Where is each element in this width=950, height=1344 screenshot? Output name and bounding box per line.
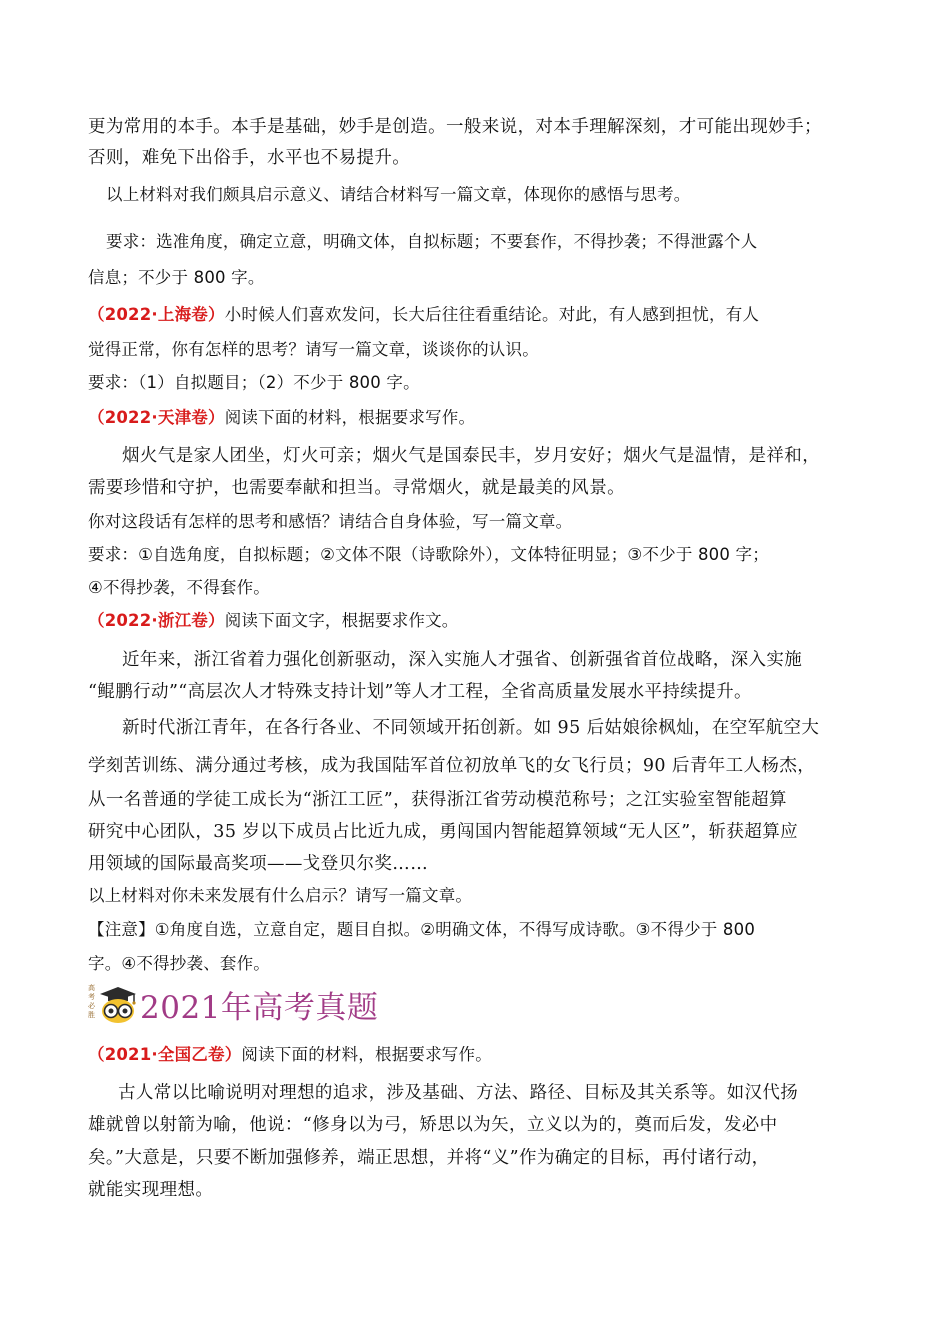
requirement-line: 要求：选准角度，确定立意，明确文体，自拟标题；不要套作，不得抄袭；不得泄露个人 [106,232,758,251]
exam-tag: （2022·上海卷） [88,305,225,324]
material-line: 近年来，浙江省着力强化创新驱动，深入实施人才强省、创新强省首位战略，深入实施 [122,650,803,670]
material-line: 就能实现理想。 [88,1180,214,1200]
owl-badge-icon [88,984,138,1024]
requirement-line: 要求：①自选角度，自拟标题；②文体不限（诗歌除外），文体特征明显；③不少于 800 字； [88,545,769,564]
material-line: 烟火气是家人团坐，灯火可亲；烟火气是国泰民丰，岁月安好；烟火气是温情，是祥和， [122,446,821,466]
question-intro: 阅读下面的材料，根据要求写作。 [224,408,476,427]
section-heading [88,984,378,1024]
material-line: 否则，难免下出俗手，水平也不易提升。 [88,148,411,168]
material-line: 矣。”大意是，只要不断加强修养，端正思想，并将“义”作为确定的目标，再付诸行动， [88,1148,770,1168]
question-line: 你对这段话有怎样的思考和感悟？请结合自身体验，写一篇文章。 [88,512,573,531]
material-line: 雄就曾以射箭为喻，他说：“修身以为弓，矫思以为矢，立义以为的，奠而后发，发必中 [88,1115,778,1135]
material-line: 更为常用的本手。本手是基础，妙手是创造。一般来说，对本手理解深刻，才可能出现妙手； [88,117,822,137]
material-line: 从一名普通的学徒工成长为“浙江工匠”，获得浙江省劳动模范称号；之江实验室智能超算 [88,790,787,810]
question-quanguo-yi [88,1043,868,1067]
question-shanghai [88,303,868,327]
material-line: 研究中心团队，35 岁以下成员占比近九成，勇闯国内智能超算领域“无人区”，斩获超算应 [88,822,799,842]
material-line: 需要珍惜和守护，也需要奉献和担当。寻常烟火，就是最美的风景。 [88,478,625,498]
material-line: “鲲鹏行动”“高层次人才特殊支持计划”等人才工程，全省高质量发展水平持续提升。 [88,682,752,702]
badge-text: 高考必胜 [88,984,95,1019]
question-zhejiang [88,609,868,633]
question-intro: 阅读下面文字，根据要求作文。 [224,611,459,630]
exam-tag: （2022·浙江卷） [88,611,225,630]
material-line: 学刻苦训练、满分通过考核，成为我国陆军首位初放单飞的女飞行员；90 后青年工人杨杰， [88,756,816,776]
exam-tag: （2022·天津卷） [88,408,225,427]
exam-tag: （2021·全国乙卷） [88,1045,242,1064]
requirement-line: 要求：（1）自拟题目；（2）不少于 800 字。 [88,373,420,392]
note-line: 【注意】①角度自选，立意自定，题目自拟。②明确文体，不得写成诗歌。③不得少于 800 [88,920,756,939]
material-prompt: 以上材料对我们颇具启示意义、请结合材料写一篇文章，体现你的感悟与思考。 [106,185,691,204]
question-intro: 阅读下面的材料，根据要求写作。 [241,1045,492,1064]
section-title: 2021年高考真题 [140,989,379,1026]
requirement-line: 信息；不少于 800 字。 [88,268,265,287]
question-text: 小时候人们喜欢发问，长大后往往看重结论。对此，有人感到担忧，有人 [224,305,760,324]
question-line: 觉得正常，你有怎样的思考？请写一篇文章，谈谈你的认识。 [88,340,539,359]
material-line: 古人常以比喻说明对理想的追求，涉及基础、方法、路径、目标及其关系等。如汉代扬 [118,1083,799,1103]
material-line: 新时代浙江青年，在各行各业、不同领域开拓创新。如 95 后姑娘徐枫灿，在空军航空大 [122,718,820,738]
question-line: 以上材料对你未来发展有什么启示？请写一篇文章。 [88,886,473,905]
question-tianjin [88,406,868,430]
material-line: 用领域的国际最高奖项——戈登贝尔奖…… [88,854,429,874]
requirement-line: ④不得抄袭，不得套作。 [88,578,270,597]
note-line: 字。④不得抄袭、套作。 [88,954,270,973]
